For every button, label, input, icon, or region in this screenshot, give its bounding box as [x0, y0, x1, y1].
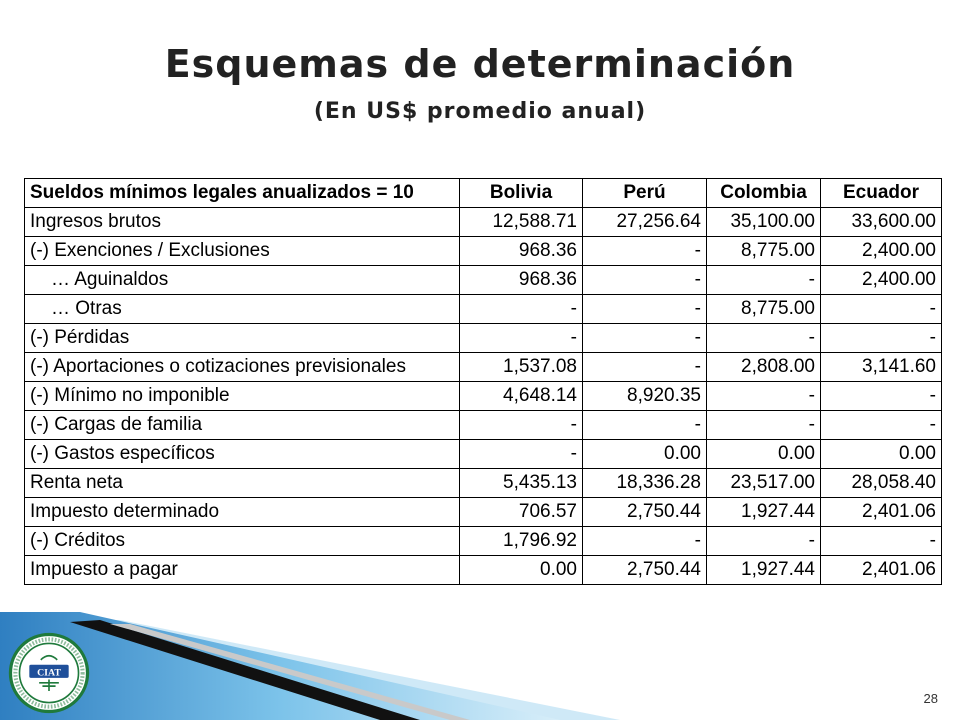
row-label: (-) Aportaciones o cotizaciones previsionales: [25, 353, 460, 382]
cell-bolivia: -: [460, 440, 583, 469]
cell-peru: -: [583, 353, 707, 382]
cell-bolivia: 4,648.14: [460, 382, 583, 411]
cell-bolivia: 706.57: [460, 498, 583, 527]
cell-ecuador: -: [821, 324, 942, 353]
row-label: (-) Pérdidas: [25, 324, 460, 353]
cell-bolivia: 1,537.08: [460, 353, 583, 382]
table-row: [25, 527, 942, 556]
table-row: [25, 266, 942, 295]
cell-colombia: 23,517.00: [707, 469, 821, 498]
cell-colombia: -: [707, 266, 821, 295]
determination-table: [24, 178, 942, 585]
cell-ecuador: 28,058.40: [821, 469, 942, 498]
row-label: … Otras: [25, 295, 460, 324]
cell-peru: 0.00: [583, 440, 707, 469]
page-number: 28: [923, 691, 938, 706]
cell-ecuador: 2,401.06: [821, 498, 942, 527]
table-row: [25, 469, 942, 498]
cell-ecuador: 2,401.06: [821, 556, 942, 585]
row-label: (-) Créditos: [25, 527, 460, 556]
row-label: (-) Exenciones / Exclusiones: [25, 237, 460, 266]
row-label: Ingresos brutos: [25, 208, 460, 237]
ciat-logo-icon: [8, 632, 90, 714]
row-label: … Aguinaldos: [25, 266, 460, 295]
cell-peru: -: [583, 266, 707, 295]
row-label: Impuesto determinado: [25, 498, 460, 527]
header-concept: Sueldos mínimos legales anualizados = 10: [25, 179, 460, 208]
cell-ecuador: 0.00: [821, 440, 942, 469]
cell-ecuador: -: [821, 411, 942, 440]
table-row: [25, 324, 942, 353]
table-row: [25, 382, 942, 411]
cell-peru: -: [583, 527, 707, 556]
cell-ecuador: 33,600.00: [821, 208, 942, 237]
table-header-row: [25, 179, 942, 208]
cell-ecuador: -: [821, 382, 942, 411]
table-row: [25, 295, 942, 324]
cell-peru: -: [583, 411, 707, 440]
cell-colombia: 8,775.00: [707, 295, 821, 324]
cell-bolivia: 12,588.71: [460, 208, 583, 237]
cell-peru: 2,750.44: [583, 498, 707, 527]
header-colombia: Colombia: [707, 179, 821, 208]
cell-bolivia: 1,796.92: [460, 527, 583, 556]
footer-swoosh-decoration: [0, 580, 960, 720]
table-row: [25, 411, 942, 440]
cell-colombia: -: [707, 382, 821, 411]
cell-ecuador: 3,141.60: [821, 353, 942, 382]
logo-text: CIAT: [37, 667, 61, 679]
table-row: [25, 498, 942, 527]
row-label: (-) Cargas de familia: [25, 411, 460, 440]
cell-peru: 18,336.28: [583, 469, 707, 498]
cell-bolivia: 5,435.13: [460, 469, 583, 498]
header-ecuador: Ecuador: [821, 179, 942, 208]
table-row: [25, 353, 942, 382]
row-label: (-) Gastos específicos: [25, 440, 460, 469]
cell-ecuador: -: [821, 527, 942, 556]
row-label: Renta neta: [25, 469, 460, 498]
slide-subtitle: (En US$ promedio anual): [313, 99, 647, 124]
cell-peru: -: [583, 324, 707, 353]
cell-ecuador: 2,400.00: [821, 266, 942, 295]
cell-colombia: -: [707, 411, 821, 440]
cell-colombia: 8,775.00: [707, 237, 821, 266]
cell-peru: 27,256.64: [583, 208, 707, 237]
cell-ecuador: -: [821, 295, 942, 324]
table-row: [25, 440, 942, 469]
cell-bolivia: 968.36: [460, 266, 583, 295]
cell-peru: -: [583, 237, 707, 266]
row-label: (-) Mínimo no imponible: [25, 382, 460, 411]
cell-ecuador: 2,400.00: [821, 237, 942, 266]
cell-colombia: 1,927.44: [707, 498, 821, 527]
cell-colombia: 35,100.00: [707, 208, 821, 237]
header-peru: Perú: [583, 179, 707, 208]
cell-bolivia: 0.00: [460, 556, 583, 585]
cell-colombia: 0.00: [707, 440, 821, 469]
header-bolivia: Bolivia: [460, 179, 583, 208]
cell-peru: 2,750.44: [583, 556, 707, 585]
row-label: Impuesto a pagar: [25, 556, 460, 585]
table-row: [25, 237, 942, 266]
cell-bolivia: -: [460, 411, 583, 440]
cell-colombia: -: [707, 324, 821, 353]
cell-peru: -: [583, 295, 707, 324]
cell-bolivia: -: [460, 295, 583, 324]
cell-bolivia: -: [460, 324, 583, 353]
cell-colombia: -: [707, 527, 821, 556]
slide-title: Esquemas de determinación: [164, 42, 796, 86]
table-body: [25, 208, 942, 585]
cell-peru: 8,920.35: [583, 382, 707, 411]
table-row: [25, 208, 942, 237]
cell-colombia: 2,808.00: [707, 353, 821, 382]
cell-colombia: 1,927.44: [707, 556, 821, 585]
cell-bolivia: 968.36: [460, 237, 583, 266]
